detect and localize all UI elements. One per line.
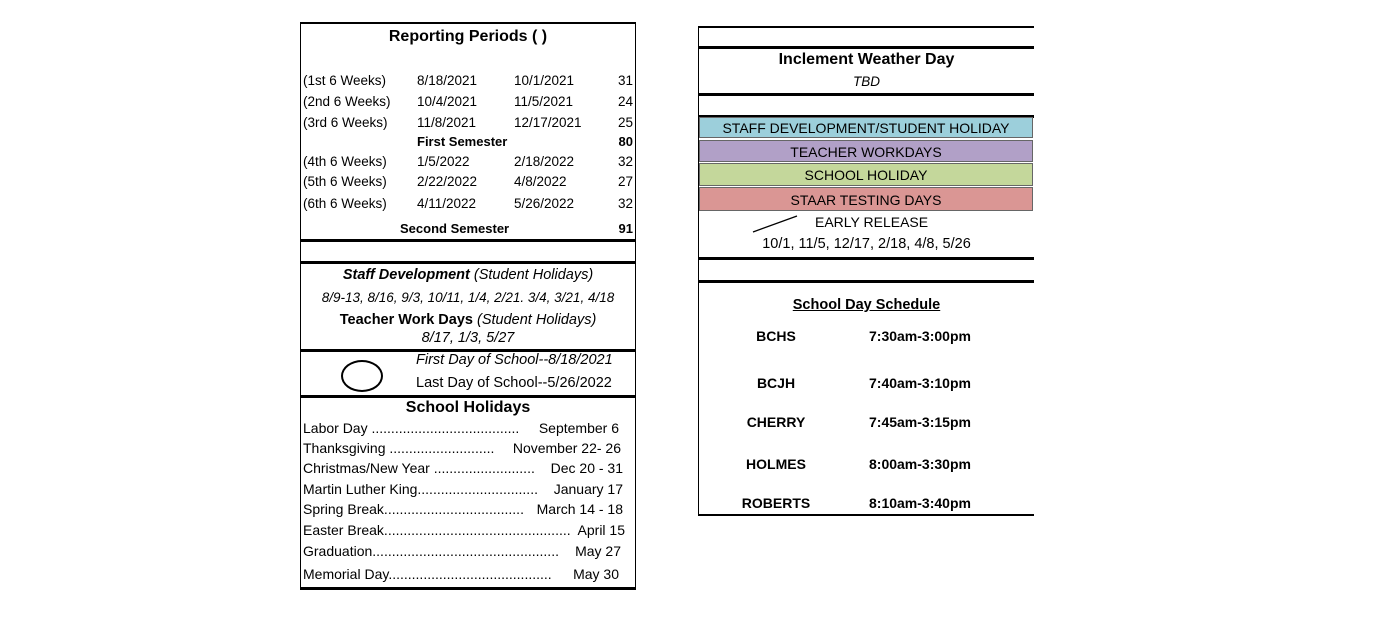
holiday-name: Christmas/New Year .......................... (303, 460, 535, 476)
holiday-row (303, 440, 629, 460)
period-start: 1/5/2022 (417, 154, 470, 169)
reporting-period-row (303, 94, 633, 114)
period-days: 24 (617, 94, 633, 109)
holiday-date: September 6 (538, 420, 619, 436)
school-holidays-title: School Holidays (405, 399, 531, 416)
school-day-schedule-title: School Day Schedule (792, 297, 941, 313)
schedule-school: BCJH (756, 375, 796, 391)
holiday-date: May 27 (575, 543, 621, 559)
bottom-border (301, 587, 635, 590)
period-days: 32 (617, 196, 633, 211)
period-end: 10/1/2021 (514, 73, 575, 88)
right-calendar-info-panel (698, 26, 1034, 516)
holiday-name: Easter Break................................................ (303, 522, 571, 538)
schedule-school: BCHS (756, 328, 796, 344)
top-border (699, 26, 1034, 28)
legend-staff-development: STAFF DEVELOPMENT/STUDENT HOLIDAY (699, 117, 1033, 138)
reporting-period-row (303, 174, 633, 194)
reporting-period-row (303, 154, 633, 174)
holiday-row (303, 543, 629, 563)
holiday-row (303, 501, 629, 521)
teacher-work-days-title: Teacher Work Days (339, 312, 473, 328)
second-semester-row (303, 221, 633, 241)
period-end: 4/8/2022 (514, 174, 567, 189)
staff-development-note: (Student Holidays) (473, 267, 594, 283)
first-semester-days: 80 (618, 134, 633, 149)
holiday-row (303, 481, 629, 501)
early-release-slash-icon (751, 214, 799, 234)
period-label: (3rd 6 Weeks) (303, 115, 388, 130)
schedule-school: ROBERTS (741, 495, 811, 511)
early-release-label: EARLY RELEASE (815, 214, 929, 230)
reporting-periods-title: Reporting Periods ( ) (388, 28, 548, 45)
schedule-time: 8:00am-3:30pm (869, 456, 971, 472)
early-release-dates: 10/1, 11/5, 12/17, 2/18, 4/8, 5/26 (762, 236, 971, 252)
period-end: 11/5/2021 (514, 94, 574, 109)
staff-development-heading (301, 267, 635, 283)
inclement-weather-value: TBD (853, 74, 880, 89)
second-semester-days: 91 (618, 221, 633, 236)
holiday-row (303, 566, 629, 586)
last-day-of-school: Last Day of School--5/26/2022 (416, 375, 612, 391)
period-label: (1st 6 Weeks) (303, 73, 387, 88)
second-semester-label: Second Semester (400, 221, 510, 236)
schedule-time: 7:30am-3:00pm (869, 328, 971, 344)
holiday-row (303, 522, 629, 542)
period-days: 27 (617, 174, 633, 189)
holiday-name: Memorial Day.......................................... (303, 566, 552, 582)
holiday-name: Graduation................................................ (303, 543, 559, 559)
reporting-period-row (303, 196, 633, 216)
holiday-date: November 22- 26 (512, 440, 621, 456)
period-end: 12/17/2021 (514, 115, 582, 130)
period-days: 32 (617, 154, 633, 169)
divider (301, 261, 635, 264)
period-start: 10/4/2021 (417, 94, 478, 109)
holiday-date: January 17 (553, 481, 623, 497)
period-start: 2/22/2022 (417, 174, 478, 189)
period-end: 5/26/2022 (514, 196, 575, 211)
holiday-row (303, 420, 629, 440)
period-start: 8/18/2021 (417, 73, 478, 88)
holiday-name: Martin Luther King............................... (303, 481, 538, 497)
period-label: (5th 6 Weeks) (303, 174, 387, 189)
holiday-row (303, 460, 629, 480)
teacher-work-days-heading (301, 312, 635, 328)
period-end: 2/18/2022 (514, 154, 575, 169)
divider (301, 239, 635, 242)
legend-staar-testing: STAAR TESTING DAYS (699, 187, 1033, 211)
divider (699, 93, 1034, 96)
legend-teacher-workdays: TEACHER WORKDAYS (699, 140, 1033, 162)
period-start: 11/8/2021 (417, 115, 477, 130)
bottom-border (699, 514, 1034, 516)
holiday-date: March 14 - 18 (536, 501, 623, 517)
top-border (301, 22, 635, 24)
divider (699, 257, 1034, 260)
divider (699, 46, 1034, 49)
schedule-time: 8:10am-3:40pm (869, 495, 971, 511)
left-calendar-info-panel (300, 22, 636, 590)
holiday-date: May 30 (573, 566, 619, 582)
holiday-name: Labor Day ...................................... (303, 420, 520, 436)
period-days: 25 (617, 115, 633, 130)
staff-development-dates: 8/9-13, 8/16, 9/3, 10/11, 1/4, 2/21. 3/4, 3/21, 4/18 (321, 290, 615, 305)
period-start: 4/11/2022 (417, 196, 477, 211)
schedule-time: 7:45am-3:15pm (869, 414, 971, 430)
first-day-of-school: First Day of School--8/18/2021 (416, 352, 613, 368)
holiday-date: Dec 20 - 31 (550, 460, 623, 476)
holiday-date: April 15 (577, 522, 625, 538)
divider (301, 395, 635, 398)
teacher-work-days-dates: 8/17, 1/3, 5/27 (421, 330, 515, 346)
first-semester-row (303, 134, 633, 154)
holiday-name: Spring Break.................................... (303, 501, 524, 517)
reporting-period-row (303, 115, 633, 135)
inclement-weather-title: Inclement Weather Day (778, 51, 955, 68)
legend-school-holiday: SCHOOL HOLIDAY (699, 163, 1033, 186)
divider (699, 280, 1034, 283)
schedule-time: 7:40am-3:10pm (869, 375, 971, 391)
teacher-work-days-note: (Student Holidays) (477, 312, 597, 328)
first-last-day-circle-icon (341, 360, 383, 392)
period-label: (6th 6 Weeks) (303, 196, 387, 211)
holiday-name: Thanksgiving ........................... (303, 440, 495, 456)
period-label: (2nd 6 Weeks) (303, 94, 391, 109)
schedule-school: HOLMES (746, 456, 806, 472)
period-label: (4th 6 Weeks) (303, 154, 387, 169)
first-semester-label: First Semester (417, 134, 508, 149)
reporting-period-row (303, 73, 633, 93)
staff-development-title: Staff Development (342, 267, 470, 283)
period-days: 31 (617, 73, 633, 88)
schedule-school: CHERRY (746, 414, 806, 430)
